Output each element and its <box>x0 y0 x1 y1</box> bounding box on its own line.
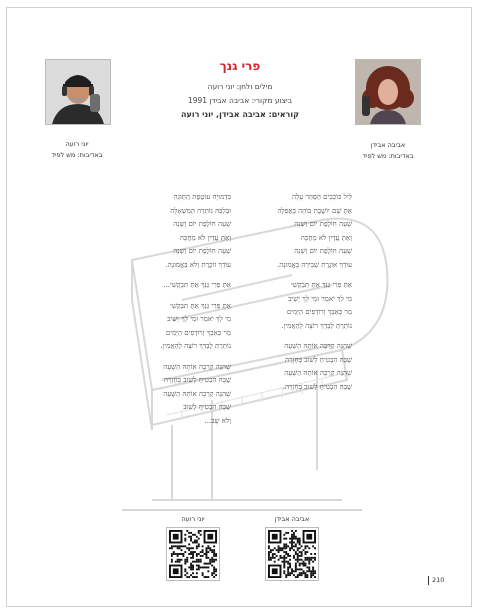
original-performance-credit: ביצוע מקורי: אביבה אבידן 1991 <box>187 96 293 105</box>
lyrics-right-column <box>232 191 352 394</box>
lyric-line: מִי לָךְ יֹאמַר וּמִי לָךְ יָשִׁיב <box>167 315 231 323</box>
lyric-line: נוֹתַרְתְּ לְבַדֵּךְ רוֹצָה לְהַאֲמִין. <box>160 342 231 350</box>
lyrics-music-credit: מילים ולחן: יוני רועה <box>207 82 273 91</box>
lyric-line: שָׁעָה חוֹלֶפֶת יוֹם וְשָׁנָה <box>294 247 352 255</box>
lyric-line: שָׁעָה חוֹלֶפֶת יוֹם וְשָׁנָה <box>294 220 352 228</box>
lyric-line: אַתְּ שָׁם יוֹשֶׁבֶת בּוֹהָה בָּאֲפֵלָה <box>277 206 352 215</box>
lyric-line: עוֹדֵךְ זוֹכֶרֶת וְלֹא בְּאֱמוּנָה. <box>165 260 231 269</box>
lyric-line: שָׁהִנֵּה קְרֵבָה אוֹתָהּ הַשָּׁעָה <box>163 389 231 398</box>
lyric-line: וְאַתְּ עֲדַיִן לֹא מְחֻכָּה <box>300 233 352 242</box>
lyric-line: שָׁעָה חוֹלֶפֶת יוֹם וְשָׁנָה <box>173 247 231 255</box>
lyric-line: מַר כְּאֵבֵךְ וְרוֹדְפִים הַיָּמִים <box>165 328 231 337</box>
caption-left-credit: באדיבות: משׁ לפיד <box>51 151 103 159</box>
caption-right <box>348 140 428 162</box>
lyric-line: אַתְּ פְּרִי גַּנֵּךְ אַתְּ תִּבְקְשִׁי <box>291 281 352 289</box>
lyric-line: לֵיל כּוֹכָבִים הַסַּהַר עָלָה <box>291 193 352 201</box>
credits <box>150 80 330 122</box>
lyrics-left-column <box>111 191 231 428</box>
lyric-line: בִּדְמוּיָהּ עוֹטֶפֶת הַתְּוּגָה <box>173 193 231 201</box>
lyric-line: וּבְלִבָּהּ נוֹתְרָה הַמִּשְׁאָלָה <box>170 206 231 215</box>
stanza-gap <box>111 354 231 361</box>
qr-code-icon[interactable] <box>265 527 319 581</box>
readers-credit: קוראים: אביבה אבידן, יוני רועה <box>181 110 299 119</box>
lyric-line: שֶׁבָּהּ הִבְטִיחַ לָשׁוּב <box>183 403 231 411</box>
qr-label-aviva: אביבה אבידן <box>274 515 310 523</box>
lyric-line: שָׁהִנֵּה קְרֵבָה אוֹתָהּ הַשָּׁעָה <box>284 369 352 377</box>
qr-block-yoni <box>166 513 220 581</box>
caption-right-credit: באדיבות: משׁ לפיד <box>362 152 414 160</box>
lyric-line: אַתְּ פְּרִי גַּנֵּךְ אַתְּ תִּבְקְשִׁי... <box>163 281 231 289</box>
caption-left <box>37 139 117 161</box>
lyric-line: שֶׁבָּהּ הִבְטִיחַ לָשׁוּב בְּחָזָרָה <box>164 376 231 384</box>
lyric-line: שָׁהִנֵּה קְרֵבָה אוֹתָהּ הַשָּׁעָה <box>284 342 352 350</box>
lyric-line: מִי לָךְ יֹאמַר וּמִי לָךְ יָשִׁיב <box>288 294 352 303</box>
lyric-line: עוֹדֵךְ אוֹגֶרֶת שְׁבִירָה בָּאֱמוּנָה. <box>277 260 352 269</box>
stanza-gap <box>232 333 352 340</box>
stanza-gap <box>111 293 231 300</box>
page-number: 210 <box>428 576 444 585</box>
lyric-line: שָׁעָה חוֹלֶפֶת יוֹם וְשָׁנָה <box>173 220 231 228</box>
photo-yoni-roeh <box>45 59 111 125</box>
caption-left-name: יוני רועה <box>65 140 89 148</box>
song-title: פרי גנך <box>219 59 261 73</box>
stanza-gap <box>232 272 352 279</box>
caption-right-name: אביבה אבידן <box>370 141 406 149</box>
lyric-line: נוֹתַרְתְּ לְבַדֵּךְ רוֹצָה לְהַאֲמִין. <box>281 321 352 330</box>
lyric-line: אַתְּ פְּרִי גַּנֵּךְ אַתְּ תִּבְקְשִׁי <box>170 301 231 310</box>
lyric-line: שֶׁבָּהּ הִבְטִיחַ לָשׁוּב בְּחָזָרָה. <box>282 382 352 391</box>
lyric-line: שָׁהִנֵּה קְרֵבָה אוֹתָהּ הַשָּׁעָה <box>163 362 231 371</box>
lyric-line: מַר כְּאֵבֵךְ וְרוֹדְפִים הַיָּמִים <box>286 308 352 316</box>
lyric-line: וְאַתְּ עֲדַיִן לֹא מְחֻכָּה <box>179 233 231 242</box>
stanza-gap <box>111 272 231 279</box>
photo-aviva-avidan <box>355 59 421 125</box>
qr-code-icon[interactable] <box>166 527 220 581</box>
lyric-line: שֶׁבָּהּ הִבְטִיחַ לָשׁוּב בְּחָזָרָה <box>285 355 352 364</box>
qr-block-aviva <box>265 513 319 581</box>
qr-label-yoni: יוני רועה <box>181 515 205 523</box>
lyric-line: וְלֹא שָׁב... <box>204 416 231 425</box>
